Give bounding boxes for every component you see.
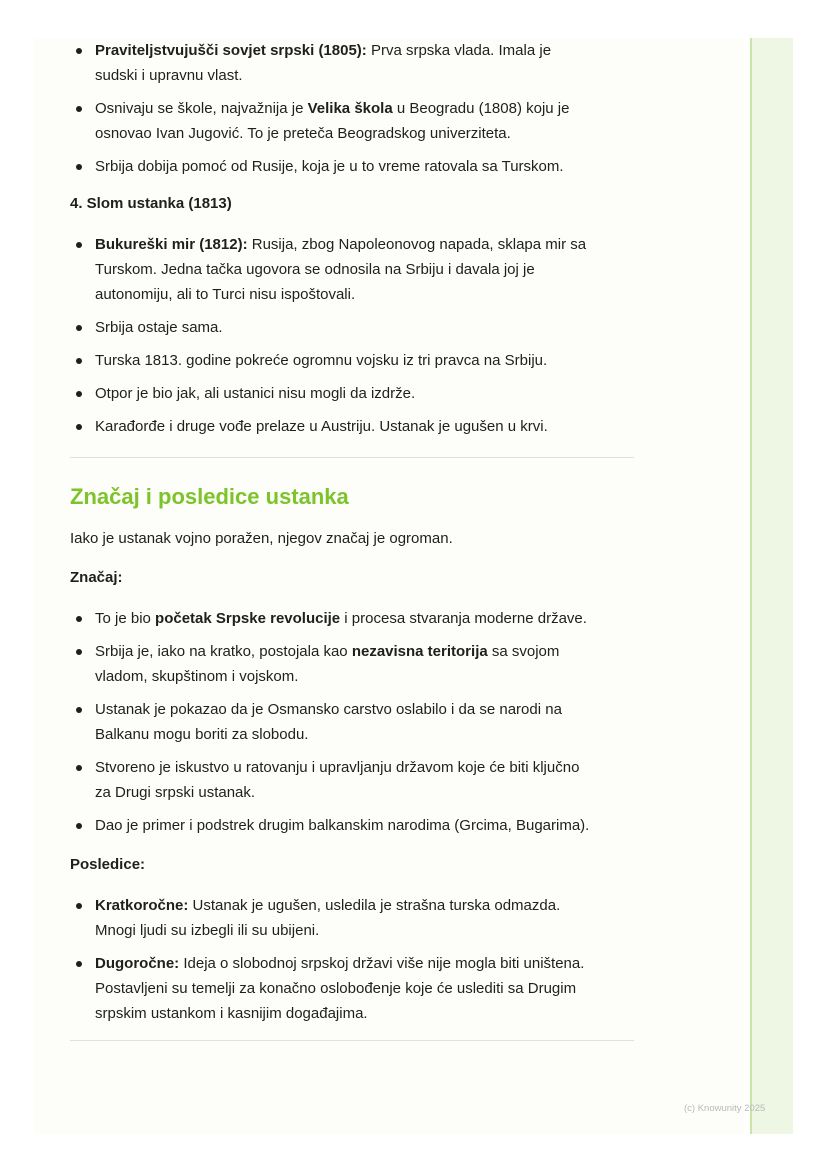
bullet-icon xyxy=(76,961,82,967)
bold-term: Dugoročne: xyxy=(95,955,180,972)
list-item: Bukureški mir (1812): Rusija, zbog Napoleonovog napada, sklapa mir sa Turskom. Jedna tačka ugovora se odnosila na Srbiju i davala joj je autonomiju, ali to Turci nisu ispoštovali. xyxy=(70,232,640,307)
intro-paragraph: Iako je ustanak vojno poražen, njegov značaj je ogroman. xyxy=(70,530,453,547)
bullet-icon xyxy=(76,765,82,771)
bullet-icon xyxy=(76,424,82,430)
list-item: Stvoreno je iskustvo u ratovanju i upravljanju državom koje će biti ključno za Drugi srpski ustanak. xyxy=(70,755,640,805)
list-item: To je bio početak Srpske revolucije i procesa stvaranja moderne države. xyxy=(70,606,640,631)
list-item: Srbija dobija pomoć od Rusije, koja je u to vreme ratovala sa Turskom. xyxy=(70,154,640,179)
list-item: Otpor je bio jak, ali ustanici nisu mogli da izdrže. xyxy=(70,381,640,406)
list-item: Kratkoročne: Ustanak je ugušen, usledila je strašna turska odmazda. Mnogi ljudi su izbegli ili su ubijeni. xyxy=(70,893,640,943)
bullet-icon xyxy=(76,707,82,713)
divider xyxy=(70,457,634,458)
section-title: Značaj i posledice ustanka xyxy=(70,484,349,509)
bold-term: Velika škola xyxy=(307,100,393,117)
list-item: Karađorđe i druge vođe prelaze u Austriju. Ustanak je ugušen u krvi. xyxy=(70,414,640,439)
list-item: Dao je primer i podstrek drugim balkanskim narodima (Grcima, Bugarima). xyxy=(70,813,640,838)
bold-term: Kratkoročne: xyxy=(95,897,189,914)
bullet-icon xyxy=(76,391,82,397)
list-item: Osnivaju se škole, najvažnija je Velika škola u Beogradu (1808) koju je osnovao Ivan Jugović. To je preteča Beogradskog univerziteta. xyxy=(70,96,640,146)
bullet-icon xyxy=(76,106,82,112)
bold-term: Bukureški mir (1812): xyxy=(95,236,248,253)
divider xyxy=(70,1040,634,1041)
list-consequences xyxy=(70,893,640,1026)
list-item: Praviteljstvujušči sovjet srpski (1805): Prva srpska vlada. Imala je sudski i upravnu vlast. xyxy=(70,38,640,88)
list-item: Srbija ostaje sama. xyxy=(70,315,640,340)
list-item: Dugoročne: Ideja o slobodnoj srpskoj državi više nije mogla biti uništena. Postavljeni su temelji za konačno oslobođenje koje će uslediti sa Drugim srpskim ustankom i kasnijim događajima. xyxy=(70,951,640,1026)
bullet-icon xyxy=(76,358,82,364)
list-item: Turska 1813. godine pokreće ogromnu vojsku iz tri pravca na Srbiju. xyxy=(70,348,640,373)
list-significance xyxy=(70,606,640,838)
bullet-icon xyxy=(76,823,82,829)
bold-term: nezavisna teritorija xyxy=(351,643,488,660)
list-collapse xyxy=(70,232,640,439)
list-item: Ustanak je pokazao da je Osmansko carstvo oslabilo i da se narodi na Balkanu mogu boriti za slobodu. xyxy=(70,697,640,747)
bullet-icon xyxy=(76,616,82,622)
bold-term: početak Srpske revolucije xyxy=(155,610,341,627)
list-item: Srbija je, iako na kratko, postojala kao nezavisna teritorija sa svojom vladom, skupštinom i vojskom. xyxy=(70,639,640,689)
side-accent-bar xyxy=(750,38,793,1134)
bullet-icon xyxy=(76,164,82,170)
bullet-icon xyxy=(76,242,82,248)
bullet-icon xyxy=(76,903,82,909)
section-heading-slom: 4. Slom ustanka (1813) xyxy=(70,195,232,212)
list-first-uprising-achievements xyxy=(70,38,640,179)
posledice-label: Posledice: xyxy=(70,856,146,873)
bold-term: Praviteljstvujušči sovjet srpski (1805): xyxy=(95,42,367,59)
bullet-icon xyxy=(76,48,82,54)
copyright-footer: (c) Knowunity 2025 xyxy=(684,1103,766,1114)
znacaj-label: Značaj: xyxy=(70,569,123,586)
document-content xyxy=(70,38,640,1041)
bullet-icon xyxy=(76,649,82,655)
bullet-icon xyxy=(76,325,82,331)
